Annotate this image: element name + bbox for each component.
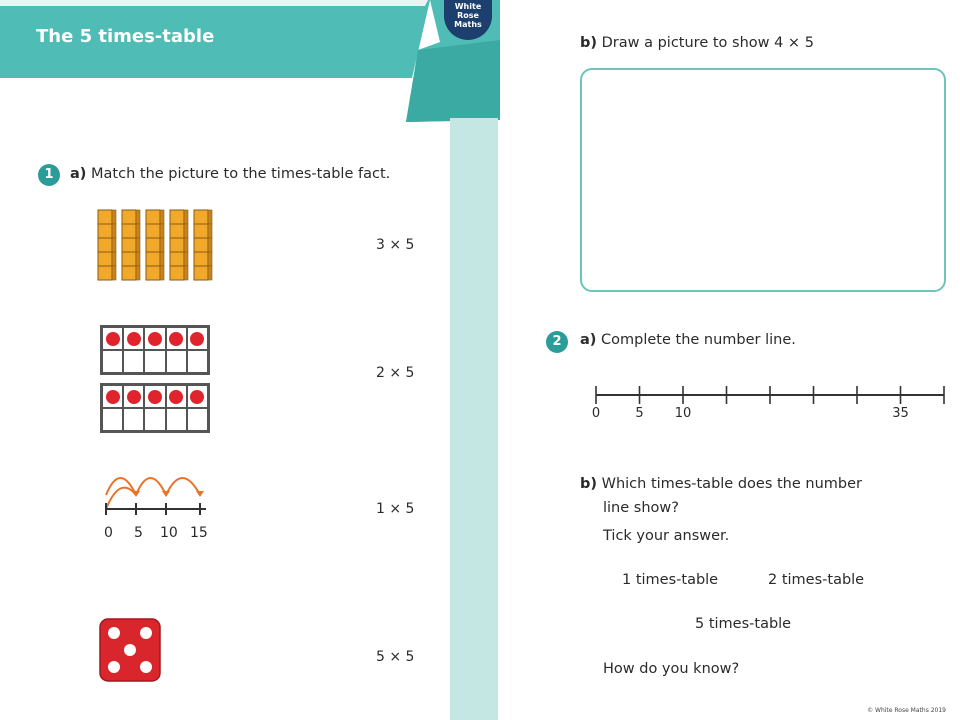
answer-option-5-times-table[interactable]: 5 times-table <box>695 616 792 632</box>
cube-side <box>136 266 140 280</box>
ten-frame-cell <box>144 350 165 373</box>
cube-side <box>112 266 116 280</box>
counter-dot <box>106 332 120 346</box>
question-1b-text: Draw a picture to show 4 × 5 <box>601 35 814 51</box>
question-1b-prompt <box>580 35 814 51</box>
ten-frame-cell <box>144 385 165 408</box>
ten-frame-cell <box>144 408 165 431</box>
cube <box>122 238 136 252</box>
header-banner-shape <box>0 0 500 130</box>
ten-frame-cell <box>102 408 123 431</box>
ten-frame-cell <box>144 327 165 350</box>
cube-side <box>160 224 164 238</box>
ten-frame-cell <box>166 350 187 373</box>
cube <box>194 252 208 266</box>
counter-dot <box>148 332 162 346</box>
part-letter: b) <box>580 35 598 51</box>
cube <box>146 266 160 280</box>
ten-frame-cell <box>187 408 208 431</box>
cube <box>194 266 208 280</box>
ten-frame-cell <box>166 385 187 408</box>
cube <box>146 210 160 224</box>
question-2b-line1: Which times-table does the number <box>601 476 862 492</box>
tick-instruction: Tick your answer. <box>603 528 730 544</box>
cube-side <box>136 238 140 252</box>
cube-side <box>208 252 212 266</box>
cube-side <box>160 210 164 224</box>
number-line <box>590 382 950 408</box>
cube-side <box>208 266 212 280</box>
fact-label: 2 × 5 <box>376 365 415 381</box>
cube <box>122 266 136 280</box>
cube-side <box>136 252 140 266</box>
number-line-label: 10 <box>674 406 692 421</box>
ten-frame-cell <box>187 350 208 373</box>
center-divider-strip <box>450 118 498 720</box>
page-title: The 5 times-table <box>36 26 215 47</box>
cube <box>170 238 184 252</box>
drawing-answer-box[interactable] <box>580 68 946 292</box>
cube-side <box>184 252 188 266</box>
ten-frame-top <box>100 325 210 375</box>
ten-frame-cell <box>166 327 187 350</box>
number-line-label: 35 <box>892 406 909 421</box>
part-letter: a) <box>580 332 597 348</box>
counter-dot <box>148 390 162 404</box>
cube-side <box>160 252 164 266</box>
cube <box>194 224 208 238</box>
counter-dot <box>127 390 141 404</box>
question-1a-text: Match the picture to the times-table fact. <box>91 166 391 182</box>
how-do-you-know-prompt: How do you know? <box>603 661 740 677</box>
question-1a-prompt <box>70 166 390 182</box>
cube <box>146 238 160 252</box>
logo-line: Rose <box>457 11 479 20</box>
ten-frame-cell <box>166 408 187 431</box>
cube-side <box>112 252 116 266</box>
logo-line: White <box>454 2 482 11</box>
jump-label: 15 <box>190 525 208 541</box>
cube <box>194 238 208 252</box>
counter-dot <box>190 332 204 346</box>
cube <box>122 224 136 238</box>
counter-dot <box>127 332 141 346</box>
cube-side <box>160 238 164 252</box>
counter-dot <box>106 390 120 404</box>
question-2a-prompt <box>580 332 796 348</box>
jump-label: 10 <box>160 525 178 541</box>
question-2b-prompt <box>580 476 862 492</box>
fact-label: 3 × 5 <box>376 237 415 253</box>
counter-dot <box>169 332 183 346</box>
cube-side <box>184 224 188 238</box>
question-2b-line2: line show? <box>603 500 679 516</box>
copyright-footer: © White Rose Maths 2019 <box>867 707 946 714</box>
cube <box>170 210 184 224</box>
number-line-label: 0 <box>591 406 601 421</box>
cube-side <box>184 210 188 224</box>
cube <box>98 238 112 252</box>
ten-frame-cell <box>123 385 144 408</box>
number-line-label: 5 <box>635 406 644 421</box>
cube <box>170 266 184 280</box>
cube-side <box>208 210 212 224</box>
cube <box>98 224 112 238</box>
header-banner <box>0 0 500 130</box>
ten-frame-cell <box>187 385 208 408</box>
jump-label: 5 <box>134 525 143 541</box>
cube <box>98 252 112 266</box>
cube <box>122 210 136 224</box>
question-1-badge: 1 <box>38 164 60 186</box>
question-2a-text: Complete the number line. <box>601 332 796 348</box>
dice-picture <box>98 617 162 683</box>
cube-side <box>208 238 212 252</box>
cube-side <box>112 210 116 224</box>
jump-number-line <box>96 455 216 525</box>
counter-dot <box>190 390 204 404</box>
part-letter: b) <box>580 476 598 492</box>
part-letter: a) <box>70 166 87 182</box>
cube <box>122 252 136 266</box>
fact-label: 1 × 5 <box>376 501 415 517</box>
counter-dot <box>169 390 183 404</box>
cube-side <box>136 210 140 224</box>
answer-option-1-times-table[interactable]: 1 times-table <box>622 572 719 588</box>
cube <box>170 224 184 238</box>
ten-frame-cell <box>102 385 123 408</box>
cube-side <box>184 266 188 280</box>
cube-towers-picture <box>96 206 216 282</box>
cube-side <box>184 238 188 252</box>
cube-side <box>160 266 164 280</box>
cube <box>98 266 112 280</box>
cube <box>146 252 160 266</box>
logo-line: Maths <box>454 20 482 29</box>
answer-option-2-times-table[interactable]: 2 times-table <box>768 572 865 588</box>
ten-frame-cell <box>123 408 144 431</box>
cube-side <box>136 224 140 238</box>
fact-label: 5 × 5 <box>376 649 415 665</box>
cube <box>98 210 112 224</box>
cube <box>146 224 160 238</box>
jump-label: 0 <box>104 525 113 541</box>
cube-side <box>112 238 116 252</box>
cube-side <box>208 224 212 238</box>
question-2-badge: 2 <box>546 331 568 353</box>
cube-side <box>112 224 116 238</box>
cube <box>194 210 208 224</box>
ten-frame-cell <box>187 327 208 350</box>
ten-frame-cell <box>123 350 144 373</box>
ten-frame-bottom <box>100 383 210 433</box>
ten-frame-cell <box>102 327 123 350</box>
ten-frame-cell <box>102 350 123 373</box>
ten-frame-cell <box>123 327 144 350</box>
cube <box>170 252 184 266</box>
